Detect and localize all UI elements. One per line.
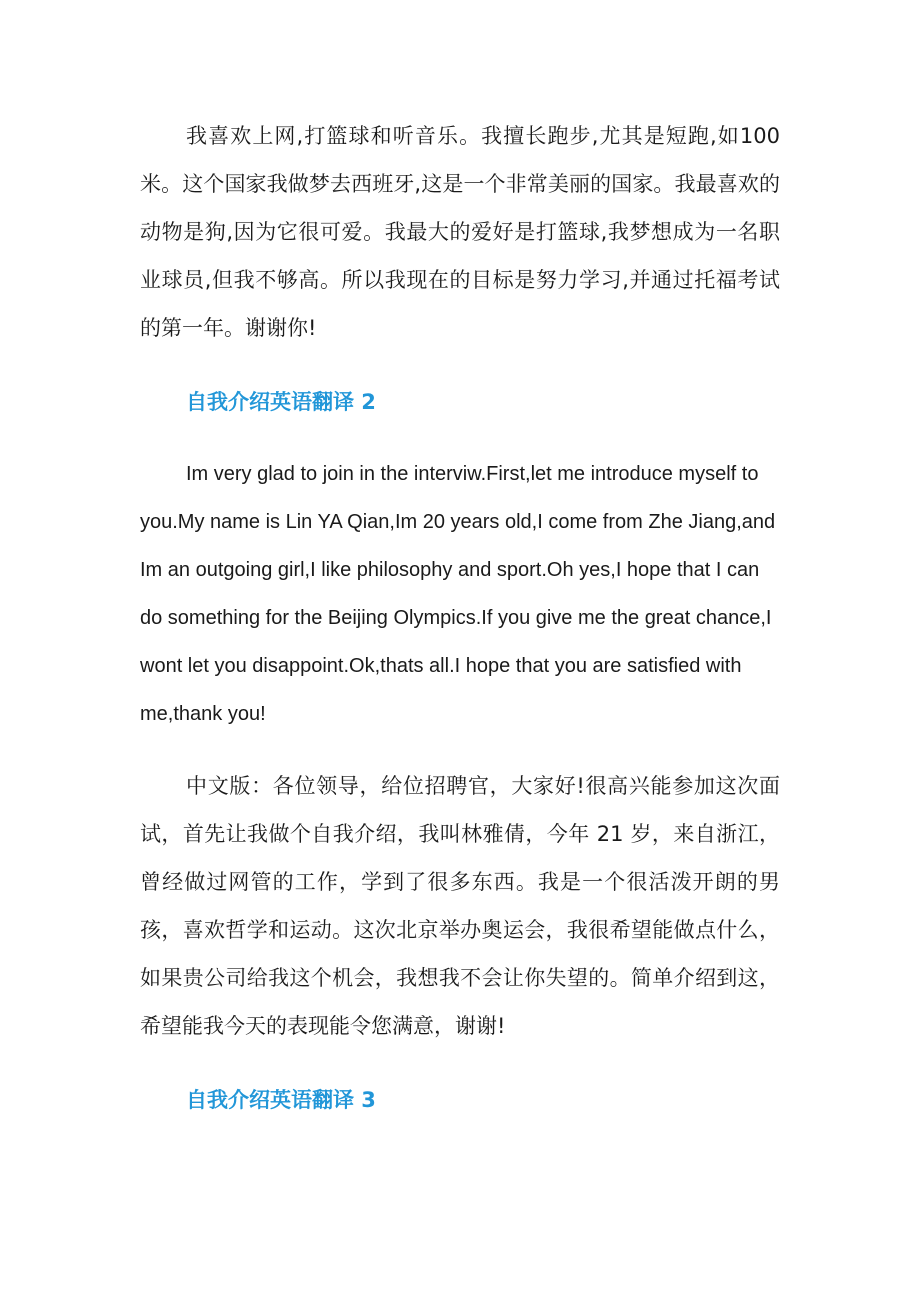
spacer xyxy=(140,1050,780,1076)
paragraph-english-intro: Im very glad to join in the interviw.First,let me introduce myself to you.My name is Lin YA Qian,Im 20 years old,I come from Zhe Jiang,and Im an outgoing girl,I like philosophy and sport.Oh yes,I hope that I can do something for the Beijing Olympics.If you give me the great chance,I wont let you disappoint.Ok,thats all.I hope that you are satisfied with me,thank you! xyxy=(140,463,776,725)
paragraph-chinese-version: 中文版：各位领导，给位招聘官，大家好!很高兴能参加这次面试，首先让我做个自我介绍，我叫林雅倩，今年 21 岁，来自浙江，曾经做过网管的工作，学到了很多东西。我是一个很活泼开朗的男孩，喜欢哲学和运动。这次北京举办奥运会，我很希望能做点什么，如果贵公司给我这个机会，我想我不会让你失望的。简单介绍到这，希望能我今天的表现能令您满意，谢谢! xyxy=(140,774,780,1038)
document-page xyxy=(140,112,780,1124)
paragraph-hobbies-chinese: 我喜欢上网,打篮球和听音乐。我擅长跑步,尤其是短跑,如100 米。这个国家我做梦去西班牙,这是一个非常美丽的国家。我最喜欢的动物是狗,因为它很可爱。我最大的爱好是打篮球,我梦想成为一名职业球员,但我不够高。所以我现在的目标是努力学习,并通过托福考试的第一年。谢谢你! xyxy=(140,124,780,340)
spacer xyxy=(140,426,780,450)
spacer xyxy=(140,738,780,762)
section-heading-3: 自我介绍英语翻译 3 xyxy=(186,1088,376,1112)
spacer xyxy=(140,352,780,378)
section-heading-2: 自我介绍英语翻译 2 xyxy=(186,390,376,414)
